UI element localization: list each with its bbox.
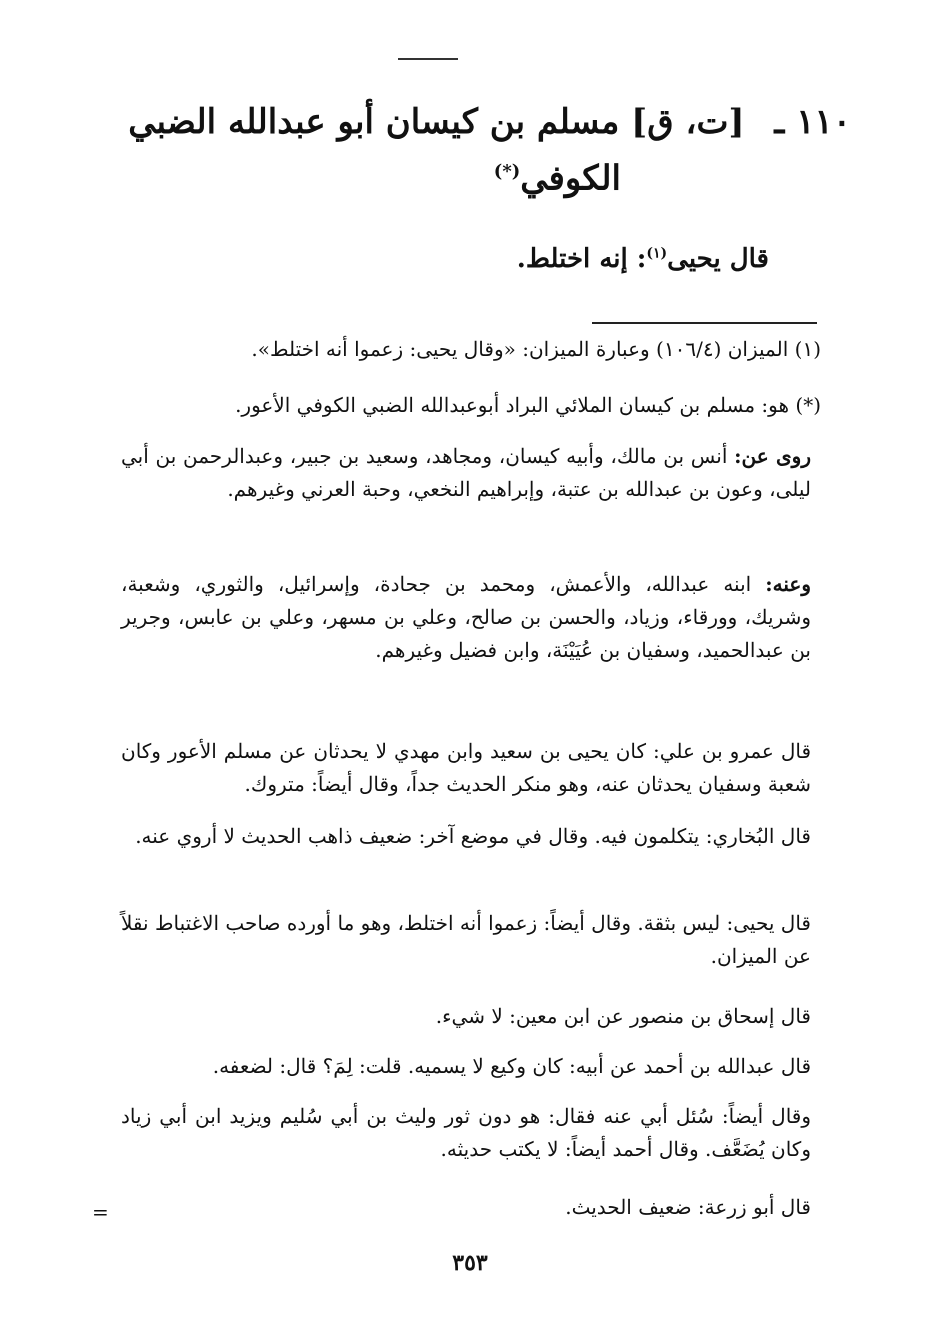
main-statement [517,244,769,274]
paragraph-lead: وعنه: [765,572,811,596]
footnote-star: (*) هو: مسلم بن كيسان الملائي البراد أبوعبدالله الضبي الكوفي الأعور. [235,393,821,417]
paragraph-lead: روى عن: [734,444,811,468]
paragraph-amr-bin-ali: قال عمرو بن علي: كان يحيى بن سعيد وابن مهدي لا يحدثان عن مسلم الأعور وكان شعبة وسفيان يحدثان عنه، وهو منكر الحديث جداً، وقال أيضاً: متروك. [121,739,811,796]
paragraph-ahmad: وقال أيضاً: سُئل أبي عنه فقال: هو دون ثور وليث بن أبي سُليم ويزيد ابن أبي زياد وكان يُضَعَّف. وقال أحمد أيضاً: لا يكتب حديثه. [121,1104,811,1161]
footnote-rule [592,322,817,324]
entry-symbols: [ت، ق] [631,102,745,142]
entry-footnote-marker: (*) [493,161,521,182]
paragraph-text: أنس بن مالك، وأبيه كيسان، ومجاهد، وسعيد بن جبير، وعبدالرحمن بن أبي ليلى، وعون بن عبدالله بن عتبة، وإبراهيم النخعي، وحبة العرني وغيرهم. [121,444,811,501]
entry-number: ١١٠ ـ [774,102,851,142]
top-rule [398,58,458,60]
footnote-1: (١) الميزان (١٠٦/٤) وعبارة الميزان: «وقال يحيى: زعموا أنه اختلط». [251,337,821,361]
paragraph-abdullah-bin-ahmad: قال عبدالله بن أحمد عن أبيه: كان وكيع لا يسميه. قلت: لِمَ؟ قال: لضعفه. [212,1054,811,1078]
paragraph-narrators [121,568,811,667]
main-statement-suffix: : إنه اختلط. [516,244,647,274]
main-statement-prefix: قال يحيى [667,244,769,274]
entry-name-line2: الكوفي [520,158,621,199]
paragraph-abu-zura: قال أبو زرعة: ضعيف الحديث. [565,1195,811,1219]
paragraph-narrated-from [121,440,811,506]
entry-heading [111,97,851,203]
paragraph-yahya: قال يحيى: ليس بثقة. وقال أيضاً: زعموا أنه اختلط، وهو ما أورده صاحب الاغتباط نقلاً عن الميزان. [121,911,811,968]
paragraph-text: ابنه عبدالله، والأعمش، ومحمد بن جحادة، وإسرائيل، والثوري، وشعبة، وشريك، وورقاء، وزياد، والحسن بن صالح، وعلي بن مسهر، وعلي بن عابس، وجرير بن عبدالحميد، وسفيان بن عُيَيْنَة، وابن فضيل وغيرهم. [121,572,811,662]
entry-name-line1: مسلم بن كيسان أبو عبدالله الضبي [128,102,620,142]
paragraph-bukhari: قال البُخاري: يتكلمون فيه. وقال في موضع آخر: ضعيف ذاهب الحديث لا أروي عنه. [135,824,811,848]
page-number: ٣٥٣ [452,1250,488,1276]
main-footnote-ref: (١) [646,245,668,262]
paragraph-ishaq: قال إسحاق بن منصور عن ابن معين: لا شيء. [435,1004,811,1028]
margin-continuation-mark: = [92,1200,109,1224]
